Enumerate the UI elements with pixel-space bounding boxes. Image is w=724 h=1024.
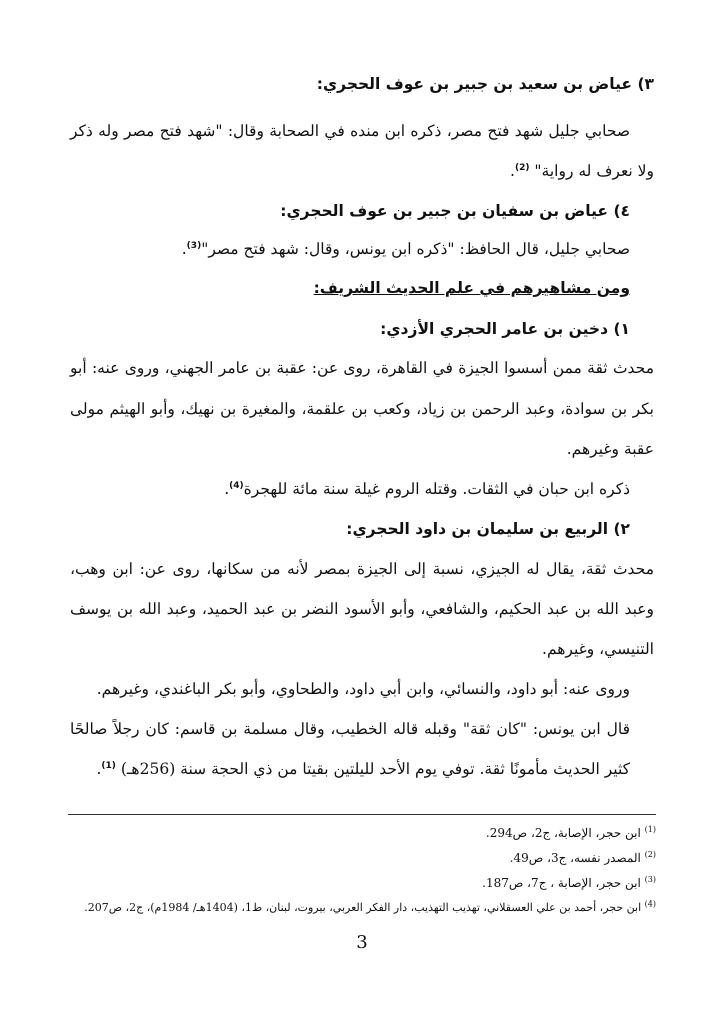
entry-heading-4 bbox=[70, 200, 630, 222]
paragraph-line: قال ابن يونس: "كان ثقة" وقبله قاله الخطيب، وقال مسلمة بن قاسم: كان رجلاً صالحًا bbox=[70, 720, 630, 738]
entry-heading-1 bbox=[70, 318, 630, 340]
paragraph-line: وعبد الله بن عبد الحكيم، والشافعي، وأبو الأسود النضر بن عبد الحميد، وعبد الله بن يوسف bbox=[70, 600, 654, 618]
paragraph-line: عقبة وغيرهم. bbox=[566, 440, 654, 458]
paragraph-line: وروى عنه: أبو داود، والنسائي، وابن أبي داود، والطحاوي، وأبو بكر الباغندي، وغيرهم. bbox=[96, 680, 630, 698]
footnote-mark: (4) bbox=[644, 899, 656, 909]
footnote bbox=[68, 824, 656, 842]
footnote bbox=[68, 874, 656, 892]
entry-title: دخين بن عامر الحجري الأزدي: bbox=[380, 320, 609, 338]
footnote-separator bbox=[68, 814, 656, 815]
entry-number: ٣) bbox=[637, 75, 654, 93]
footnote-ref[interactable]: (3) bbox=[186, 240, 202, 251]
entry-title: عياض بن سعيد بن جبير بن عوف الحجري: bbox=[316, 75, 633, 93]
footnote-mark: (2) bbox=[644, 850, 656, 859]
entry-title: عياض بن سفيان بن جبير بن عوف الحجري: bbox=[280, 202, 609, 220]
section-heading: ومن مشاهيرهم في علم الحديث الشريف: bbox=[313, 279, 630, 297]
page-number: 3 bbox=[356, 932, 368, 953]
entry-title: الربيع بن سليمان بن داود الحجري: bbox=[346, 520, 609, 538]
paragraph-line: بكر بن سوادة، وعبد الرحمن بن زياد، وكعب بن علقمة، والمغيرة بن نهيك، وأبو الهيثم مولى bbox=[70, 400, 654, 418]
footnote-mark: (3) bbox=[644, 875, 656, 884]
paragraph-line: محدث ثقة، يقال له الجيزي، نسبة إلى الجيزة بمصر لأنه من سكانها، روى عن: ابن وهب، bbox=[70, 560, 654, 578]
paragraph-line: التنيسي، وغيرهم. bbox=[542, 640, 654, 658]
footnote bbox=[68, 899, 656, 917]
entry-number: ٢) bbox=[613, 520, 630, 538]
footnote-ref[interactable]: (2) bbox=[514, 162, 530, 173]
paragraph-line: ولا نعرف له رواية" $^{(2)}$. bbox=[510, 162, 654, 180]
paragraph-line: محدث ثقة ممن أسسوا الجيزة في القاهرة، روى عن: عقبة بن عامر الجهني، وروى عنه: أبو bbox=[70, 359, 654, 377]
paragraph-line: صحابي جليل شهد فتح مصر، ذكره ابن منده في الصحابة وقال: "شهد فتح مصر وله ذكر bbox=[70, 122, 630, 140]
footnote bbox=[68, 849, 656, 867]
footnote-text: ابن حجر، الإصابة، ج2، ص294. bbox=[485, 826, 641, 840]
paragraph-line: كثير الحديث مأمونًا ثقة. توفي يوم الأحد لليلتين بقيتا من ذي الحجة سنة (256هـ) $^{(1)}$. bbox=[96, 760, 630, 778]
entry-heading-2 bbox=[70, 518, 630, 540]
paragraph-line: ذكره ابن حبان في الثقات. وقتله الروم غيلة سنة مائة للهجرة$^{(4)}$. bbox=[224, 480, 630, 498]
entry-heading-3 bbox=[70, 73, 654, 95]
footnote-ref[interactable]: (4) bbox=[229, 480, 244, 491]
footnote-text: ابن حجر، أحمد بن علي العسقلاني، تهذيب التهذيب، دار الفكر العربي، بيروت، لبنان، ط1، (1404هـ/ 1984م)، ج2، ص207. bbox=[84, 901, 642, 914]
footnote-ref[interactable]: (1) bbox=[101, 760, 116, 771]
paragraph-line: صحابي جليل، قال الحافظ: "ذكره ابن يونس، وقال: شهد فتح مصر"$^{(3)}$. bbox=[181, 240, 630, 258]
entry-number: ١) bbox=[613, 320, 630, 338]
entry-number: ٤) bbox=[613, 202, 630, 220]
footnote-text: المصدر نفسه، ج3، ص49. bbox=[509, 851, 641, 865]
footnote-mark: (1) bbox=[644, 825, 656, 834]
footnote-text: ابن حجر، الإصابة ، ج7، ص187. bbox=[482, 876, 641, 890]
